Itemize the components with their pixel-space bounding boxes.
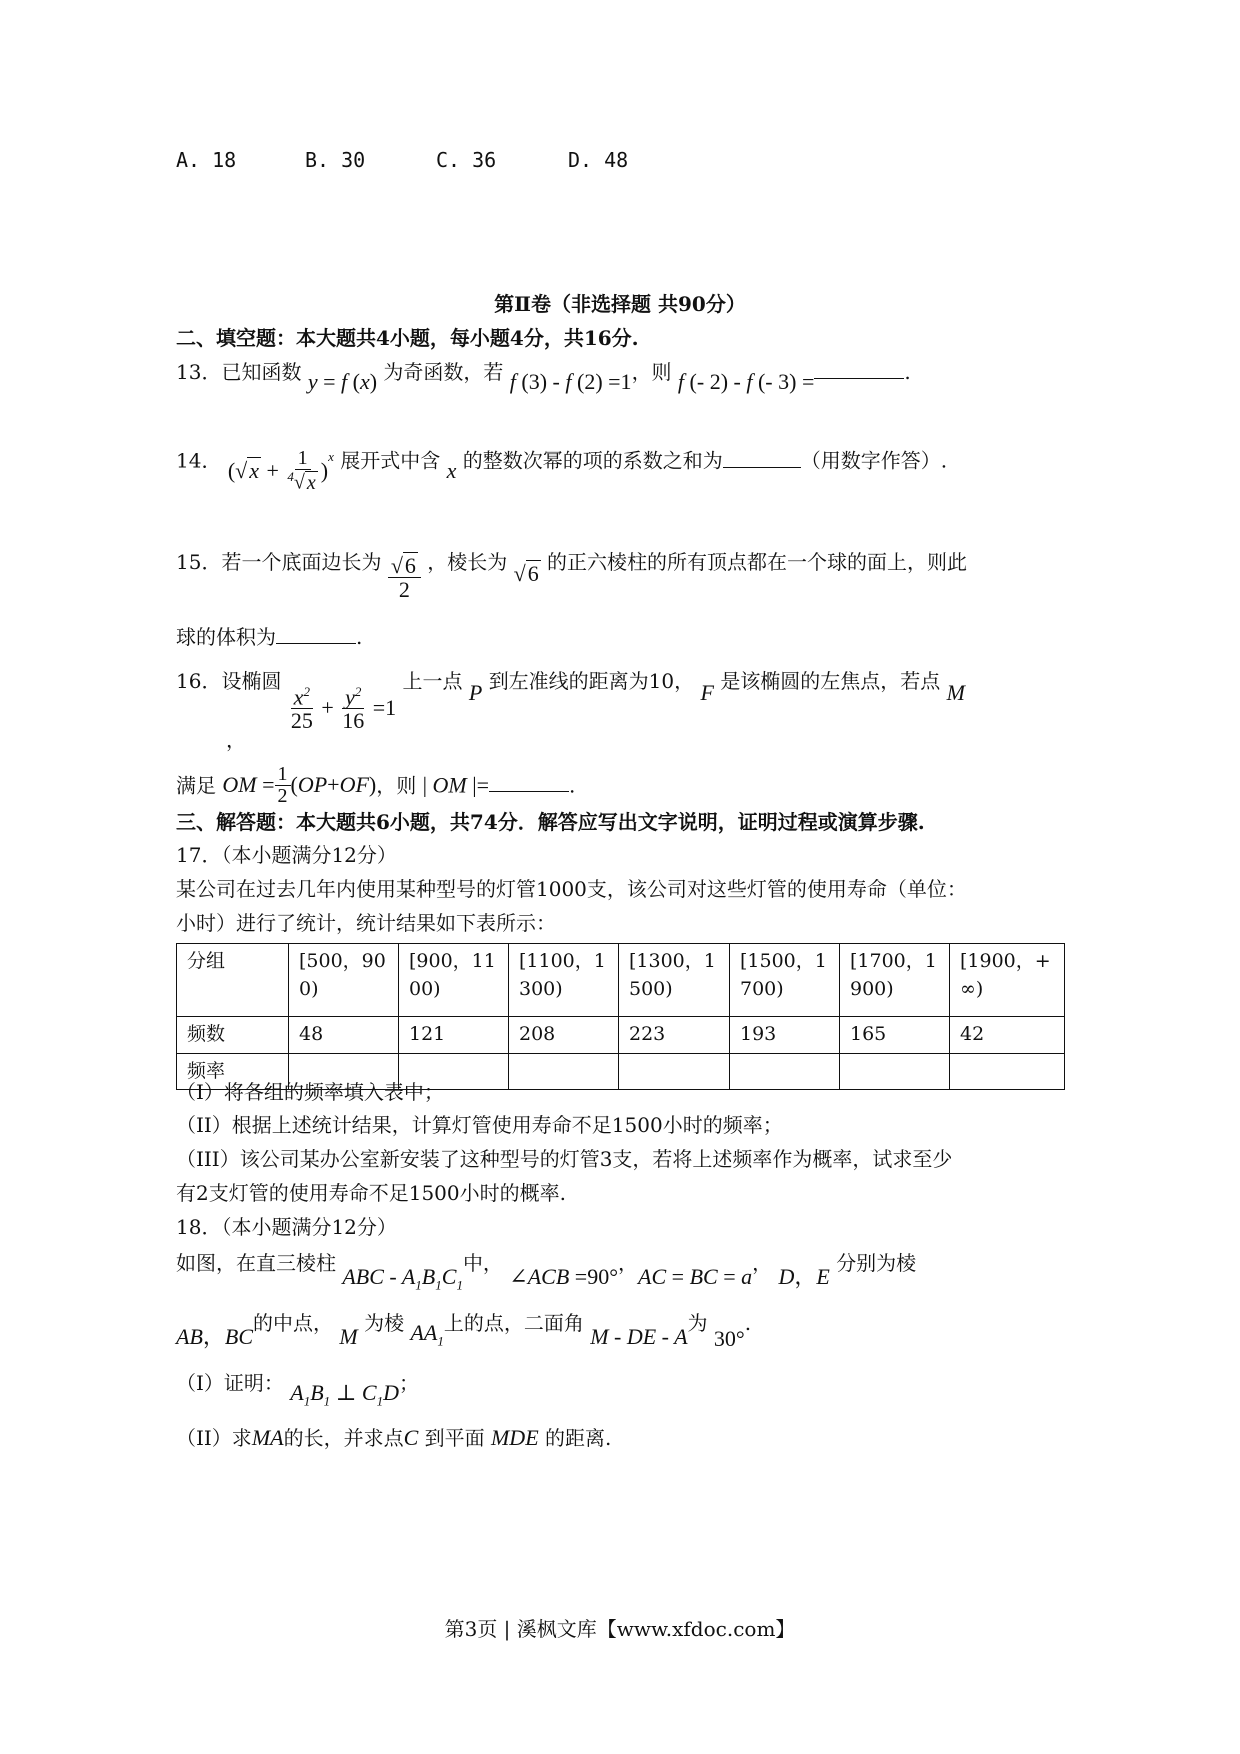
q16-line2-text-1: 满足: [176, 773, 216, 798]
q18-point-m: M: [339, 1324, 358, 1349]
q14-line: [176, 438, 948, 494]
q14-text-1: 展开式中含: [340, 448, 441, 473]
q16-focus-f: F: [700, 680, 714, 705]
q16-ellipse-eq: $\frac{x^2}{25}$ + $\frac{y^2}{16}$ =1: [290, 683, 397, 734]
table-group-cell: [1300，1500): [619, 944, 730, 1017]
q13-text-2: 为奇函数，若: [383, 360, 504, 384]
table-count-cell: 121: [399, 1017, 509, 1054]
q14-text-2: 的整数次幂的项的系数之和为: [462, 448, 723, 473]
table-row-group: [177, 944, 1065, 1017]
q17-paragraph-2: 小时）进行了统计，统计结果如下表所示：: [176, 911, 556, 935]
q13-number: 13．: [176, 360, 222, 384]
table-count-cell: 48: [289, 1017, 399, 1054]
part3-heading: 三、解答题：本大题共6小题，共74分．解答应写出文字说明，证明过程或演算步骤.: [176, 810, 925, 834]
q18-part-ii-text-3: 到平面: [424, 1426, 485, 1450]
q16-number: 16．: [176, 669, 222, 693]
q18-number: 18．（本小题满分12分）: [176, 1215, 397, 1239]
q17-number: 17．（本小题满分12分）: [176, 843, 397, 867]
q16-text-4: 是该椭圆的左焦点，若点: [720, 669, 941, 693]
q14-var-x: x: [446, 457, 457, 483]
table-row-label-group: 分组: [177, 944, 289, 1017]
q13-text-1: 已知函数: [221, 360, 302, 384]
table-row-label-count: 频数: [177, 1017, 289, 1054]
q13-answer-blank: [814, 358, 904, 379]
table-frequency-cell: [619, 1053, 730, 1090]
q15-sqrt6: √6: [513, 561, 539, 587]
q18-part-i-label: （I）证明：: [176, 1371, 284, 1395]
q13-line: [176, 358, 911, 394]
q18-text-6: 上的点，二面角: [443, 1311, 584, 1335]
q14-number: 14．: [176, 448, 222, 473]
table-group-cell: [1700，1900): [840, 944, 950, 1017]
q16-magnitude-expr: | OM |=: [422, 772, 490, 798]
q17-part-iii-line-2: 有2支灯管的使用寿命不足1500小时的概率.: [176, 1181, 566, 1205]
table-group-cell: [900，1100): [399, 944, 509, 1017]
q18-text-4: 的中点，: [253, 1311, 334, 1335]
q14-binomial-expr: ( √ x + $\frac{1}{^4√ x}$ ) $^x$: [227, 447, 334, 494]
q18-prism-expr: ABC - $A_1B_1C_1$: [342, 1264, 463, 1293]
table-group-cell: [1500，1700): [730, 944, 840, 1017]
q18-ma: MA: [251, 1425, 284, 1450]
table-group-cell: [1100，1300): [509, 944, 619, 1017]
table-count-cell: 165: [840, 1017, 950, 1054]
table-frequency-cell: [730, 1053, 840, 1090]
choice-d: D. 48: [568, 148, 629, 172]
table-count-cell: 208: [509, 1017, 619, 1054]
q18-comma-1: ，: [618, 1251, 639, 1275]
q15-end: .: [356, 625, 363, 649]
q15-line-1: [176, 540, 968, 603]
q18-angle-30: 30°: [713, 1326, 745, 1351]
choice-c: C. 36: [436, 148, 497, 172]
q18-angle-expr: ∠ACB =90°: [509, 1264, 619, 1289]
q15-line2-text: 球的体积为: [176, 625, 276, 649]
q18-perp-expr: $A_1B_1$ ⊥ $C_1D$: [290, 1380, 399, 1409]
q16-line-2: [176, 764, 575, 807]
q18-line-2: AB，BC的中点， M 为棱 $AA_1$上的点，二面角 M - DE - A为 30°.: [176, 1311, 752, 1351]
q15-line-2: [176, 623, 362, 649]
q16-text-1: 设椭圆: [221, 669, 282, 693]
q18-sides-expr: AC = BC = a: [638, 1264, 753, 1289]
q18-text-5: 为棱: [364, 1311, 405, 1335]
q15-text-1: 若一个底面边长为: [221, 550, 382, 575]
q18-part-ii-text-4: 的距离.: [545, 1426, 612, 1450]
q13-end: .: [904, 360, 911, 384]
q15-text-2: ，棱长为: [427, 550, 508, 575]
q18-point-c: C: [403, 1425, 419, 1450]
q13-text-3: ，则: [631, 360, 672, 384]
table-count-cell: 42: [950, 1017, 1065, 1054]
table-group-cell: [500，900): [289, 944, 399, 1017]
q18-line-1: [176, 1250, 917, 1293]
q18-text-1: 如图，在直三棱柱: [176, 1251, 336, 1275]
q16-end: .: [569, 773, 576, 798]
frequency-table: [176, 943, 1065, 1090]
q17-part-ii: （II）根据上述统计结果，计算灯管使用寿命不足1500小时的频率；: [176, 1113, 783, 1137]
q15-edge-fraction: $\frac{√6}{2}$: [388, 554, 421, 601]
q17-part-i: （I）将各组的频率填入表中；: [176, 1080, 444, 1104]
q16-text-2: 上一点: [402, 669, 463, 693]
q18-part-ii-text-2: 的长，并求点: [283, 1426, 404, 1450]
q16-line-1: [176, 668, 965, 734]
q16-point-m: M: [946, 680, 965, 705]
page-footer: 第3页 | 溪枫文库【www.xfdoc.com】: [444, 1617, 796, 1641]
q13-condition-expr: f (3) - f (2) =1: [509, 369, 632, 394]
table-row-label-frequency: 频率: [177, 1053, 289, 1090]
table-group-cell: [1900，+∞): [950, 944, 1065, 1017]
table-row-count: [177, 1017, 1065, 1054]
q18-text-2: 中，: [462, 1251, 503, 1275]
section-title: 第Ⅱ卷（非选择题 共90分）: [494, 292, 746, 316]
q18-edge-aa1: $AA_1$: [410, 1320, 444, 1349]
q17-paragraph-1: 某公司在过去几年内使用某种型号的灯管1000支，该公司对这些灯管的使用寿命（单位：: [176, 877, 967, 901]
q15-text-3: 的正六棱柱的所有顶点都在一个球的面上，则此: [547, 550, 968, 575]
q18-part-ii: [176, 1425, 611, 1451]
q16-text-3: 到左准线的距离为10，: [488, 669, 695, 693]
q18-dihedral-expr: M - DE - A: [590, 1324, 688, 1349]
q18-edges-ab-bc: AB，BC: [176, 1324, 254, 1349]
table-count-cell: 193: [730, 1017, 840, 1054]
q15-number: 15．: [176, 550, 222, 575]
choice-a: A. 18: [176, 148, 237, 172]
table-count-cell: 223: [619, 1017, 730, 1054]
q18-plane-mde: MDE: [490, 1425, 539, 1450]
q16-comma: ，: [226, 728, 246, 752]
q18-text-7: 为: [687, 1311, 708, 1335]
q18-part-ii-text-1: （II）求: [176, 1426, 252, 1450]
q16-vector-eq: OM = $\frac{1}{2}$ ( OP + OF ): [222, 763, 377, 807]
q16-line2-text-2: ，则: [376, 773, 417, 798]
table-frequency-cell: [509, 1053, 619, 1090]
q14-answer-blank: [723, 447, 801, 468]
table-frequency-cell: [950, 1053, 1065, 1090]
choice-b: B. 30: [305, 148, 366, 172]
q18-part-i: （I）证明： $A_1B_1$ ⊥ $C_1D$；: [176, 1371, 419, 1409]
q17-part-iii-line-1: （III）该公司某办公室新安装了这种型号的灯管3支，若将上述频率作为概率，试求至少: [176, 1147, 953, 1171]
q18-points-de: D，E: [778, 1264, 830, 1289]
q15-answer-blank: [276, 623, 356, 644]
q13-target-expr: f (- 2) - f (- 3) =: [677, 369, 815, 394]
q18-comma-2: ，: [752, 1251, 773, 1275]
table-frequency-cell: [840, 1053, 950, 1090]
q16-point-p: P: [468, 680, 483, 705]
q13-function-expr: y = f (x): [307, 369, 378, 394]
q14-text-3: （用数字作答）.: [800, 448, 948, 473]
q18-text-3: 分别为棱: [836, 1251, 917, 1275]
q16-answer-blank: [489, 771, 569, 792]
part2-heading: 二、填空题：本大题共4小题，每小题4分，共16分.: [176, 326, 639, 350]
